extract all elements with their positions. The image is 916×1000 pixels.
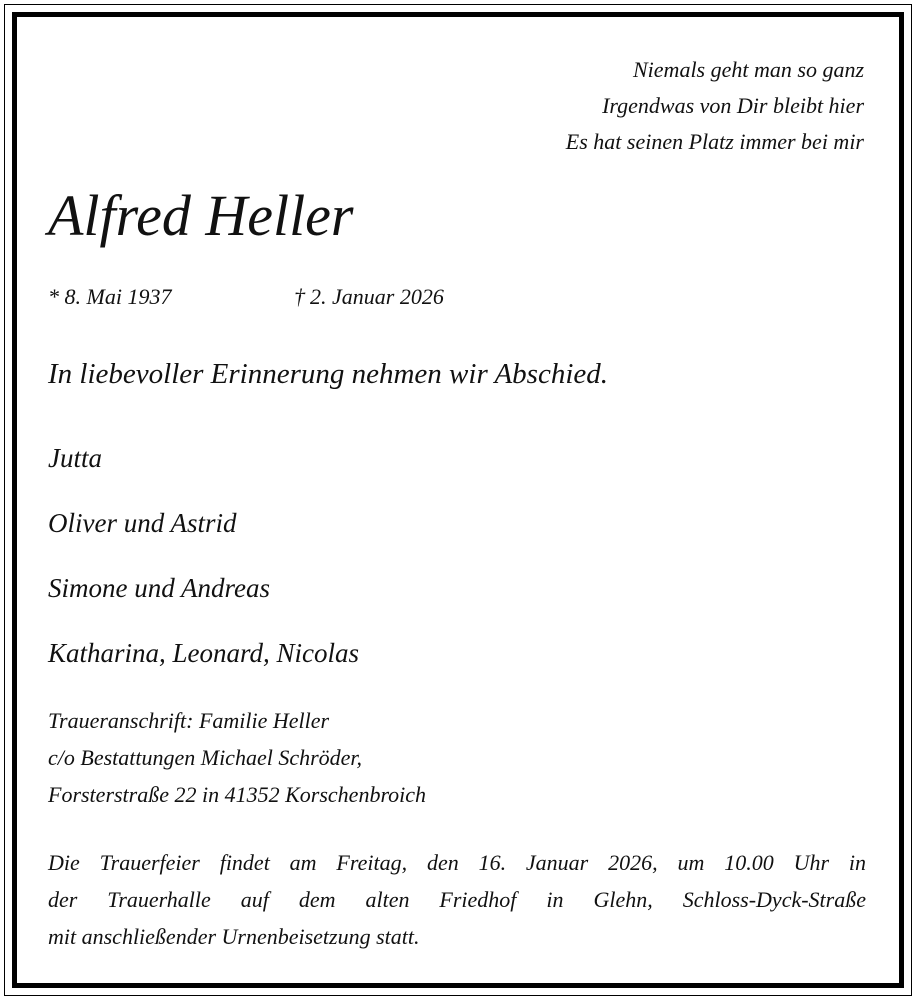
mourning-address	[48, 702, 426, 813]
memorial-verse	[566, 52, 864, 160]
mourner-item: Jutta	[48, 443, 102, 473]
address-line-3: Forsterstraße 22 in 41352 Korschenbroich	[48, 782, 427, 807]
verse-line-3: Es hat seinen Platz immer bei mir	[565, 129, 864, 154]
mourners-list	[48, 426, 359, 686]
farewell-text: In liebevoller Erinnerung nehmen wir Abschied.	[48, 358, 609, 390]
cross-icon: †	[294, 284, 305, 309]
death-date-group	[294, 282, 444, 312]
deceased-name: Alfred Heller	[48, 183, 354, 248]
mourner-item: Oliver und Astrid	[48, 508, 237, 538]
ceremony-notice	[48, 844, 866, 955]
address-line-2: c/o Bestattungen Michael Schröder,	[48, 745, 363, 770]
birth-date: * 8. Mai 1937	[48, 284, 172, 309]
mourner-item: Simone und Andreas	[48, 573, 270, 603]
mourner-item: Katharina, Leonard, Nicolas	[48, 638, 360, 668]
ceremony-line-3: mit anschließender Urnenbeisetzung statt.	[48, 924, 420, 949]
ceremony-line-1: Die Trauerfeier findet am Freitag, den 16. Januar 2026, um 10.00 Uhr in	[48, 850, 866, 875]
verse-line-2: Irgendwas von Dir bleibt hier	[602, 93, 864, 118]
death-date: 2. Januar 2026	[310, 284, 444, 309]
verse-line-1: Niemals geht man so ganz	[633, 57, 864, 82]
address-line-1: Traueranschrift: Familie Heller	[48, 708, 330, 733]
ceremony-line-2: der Trauerhalle auf dem alten Friedhof in Glehn, Schloss-Dyck-Straße	[48, 887, 866, 912]
